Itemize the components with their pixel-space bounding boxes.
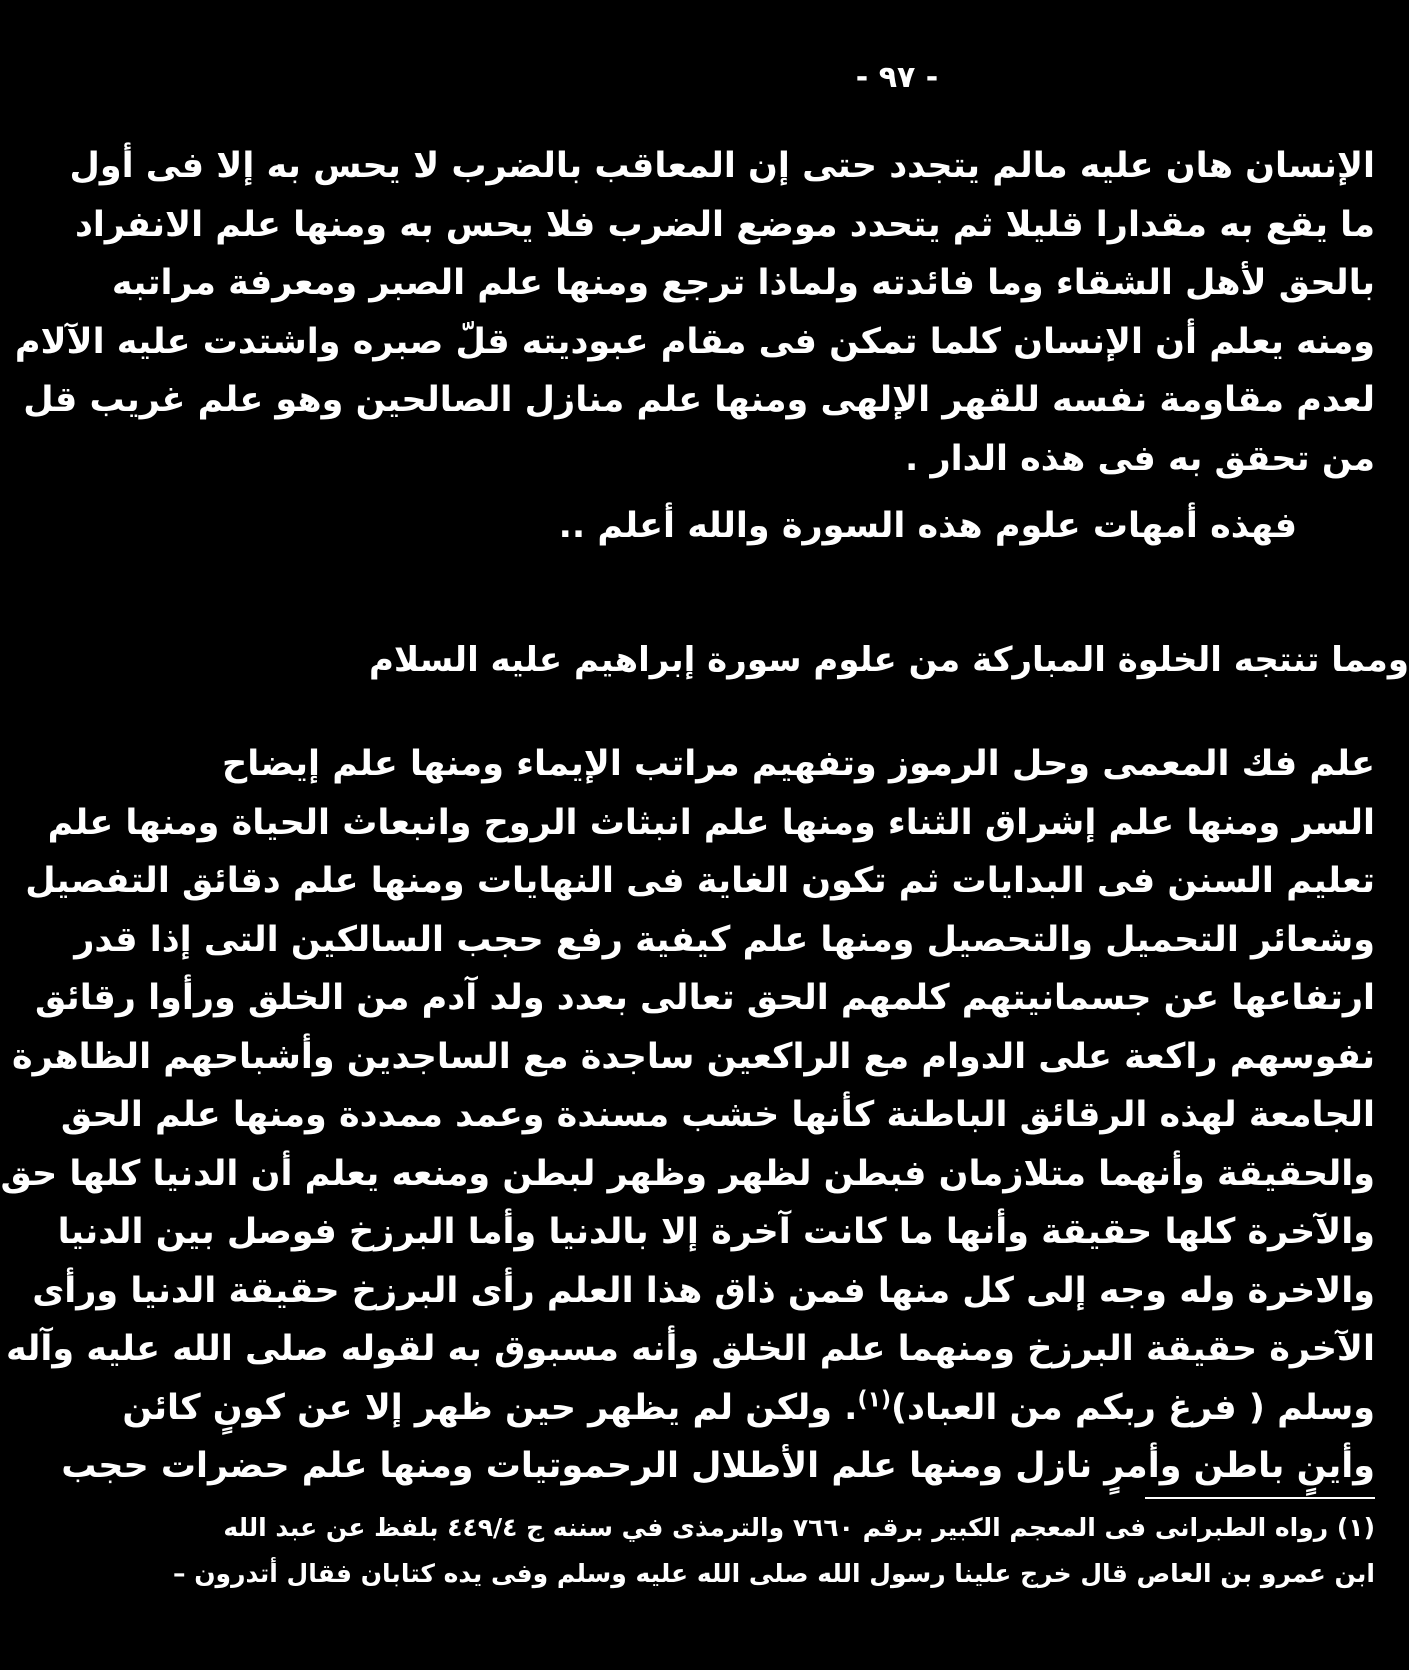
text-line: نفوسهم راكعة على الدوام مع الراكعين ساجدة مع الساجدين وأشباحهم الظاهرة: [11, 1036, 1375, 1077]
hadith-line: [122, 1379, 1375, 1438]
footnote-divider: [1145, 1497, 1375, 1499]
text-line: وشعائر التحميل والتحصيل ومنها علم كيفية رفع حجب السالكين التى إذا قدر: [74, 919, 1375, 960]
intro-paragraph: [14, 137, 1375, 488]
closing-line: فهذه أمهات علوم هذه السورة والله أعلم ..: [558, 506, 1297, 546]
text-line: الآخرة حقيقة البرزخ ومنهما علم الخلق وأنه مسبوق به لقوله صلى الله عليه وآله: [5, 1329, 1375, 1369]
text-line: والآخرة كلها حقيقة وأنها ما كانت آخرة إلا بالدنيا وأما البرزخ فوصل بين الدنيا: [57, 1212, 1375, 1252]
footnote-line: (١) رواه الطبرانى فى المعجم الكبير برقم ٧٦٦٠ والترمذى في سننه ج ٤٤٩/٤ بلفظ عن عبد الله: [223, 1513, 1375, 1542]
text-line: علم فك المعمى وحل الرموز وتفهيم مراتب الإيماء ومنها علم إيضاح: [222, 744, 1375, 784]
text-line: من تحقق به فى هذه الدار .: [904, 438, 1375, 479]
text-line: السر ومنها علم إشراق الثناء ومنها علم انبثاث الروح وانبعاث الحياة ومنها علم: [47, 802, 1375, 843]
text-line: لعدم مقاومة نفسه للقهر الإلهى ومنها علم منازل الصالحين وهو علم غريب قل: [23, 380, 1375, 420]
text-line: بالحق لأهل الشقاء وما فائدته ولماذا ترجع ومنها علم الصبر ومعرفة مراتبه: [111, 263, 1375, 303]
text-line: والحقيقة وأنهما متلازمان فبطن لظهر وظهر لبطن ومنعه يعلم أن الدنيا كلها حق: [0, 1153, 1375, 1194]
hadith-text: وسلم ( فرغ ربكم من العباد): [891, 1387, 1375, 1428]
section-heading: ومما تنتجه الخلوة المباركة من علوم سورة إبراهيم عليه السلام: [368, 640, 1409, 680]
section-paragraph: [0, 735, 1375, 1496]
footnotes: [172, 1505, 1375, 1597]
text-line: وأينٍ باطن وأمرٍ نازل ومنها علم الأطلال الرحموتيات ومنها علم حضرات حجب: [61, 1446, 1375, 1486]
text-line: ومنه يعلم أن الإنسان كلما تمكن فى مقام عبوديته قلّ صبره واشتدت عليه الآلام: [14, 321, 1375, 362]
text-line: ارتفاعها عن جسمانيتهم كلمهم الحق تعالى بعدد ولد آدم من الخلق ورأوا رقائق: [35, 978, 1375, 1018]
text-line: الإنسان هان عليه مالم يتجدد حتى إن المعاقب بالضرب لا يحس به إلا فى أول: [69, 146, 1375, 186]
page-number: - ٩٧ -: [855, 60, 939, 95]
text-line: الجامعة لهذه الرقائق الباطنة كأنها خشب مسندة وعمد ممددة ومنها علم الحق: [60, 1095, 1375, 1135]
hadith-continuation: . ولكن لم يظهر حين ظهر إلا عن كونٍ كائن: [122, 1387, 858, 1428]
text-line: تعليم السنن فى البدايات ثم تكون الغاية فى النهايات ومنها علم دقائق التفصيل: [25, 861, 1375, 901]
footnote-line: ابن عمرو بن العاص قال خرج علينا رسول الله صلى الله عليه وسلم وفى يده كتابان فقال أتدرون –: [172, 1559, 1375, 1588]
text-line: والاخرة وله وجه إلى كل منها فمن ذاق هذا العلم رأى البرزخ حقيقة الدنيا ورأى: [32, 1270, 1375, 1311]
text-line: ما يقع به مقدارا قليلا ثم يتحدد موضع الضرب فلا يحس به ومنها علم الانفراد: [74, 204, 1375, 245]
footnote-reference[interactable]: (١): [857, 1386, 892, 1412]
